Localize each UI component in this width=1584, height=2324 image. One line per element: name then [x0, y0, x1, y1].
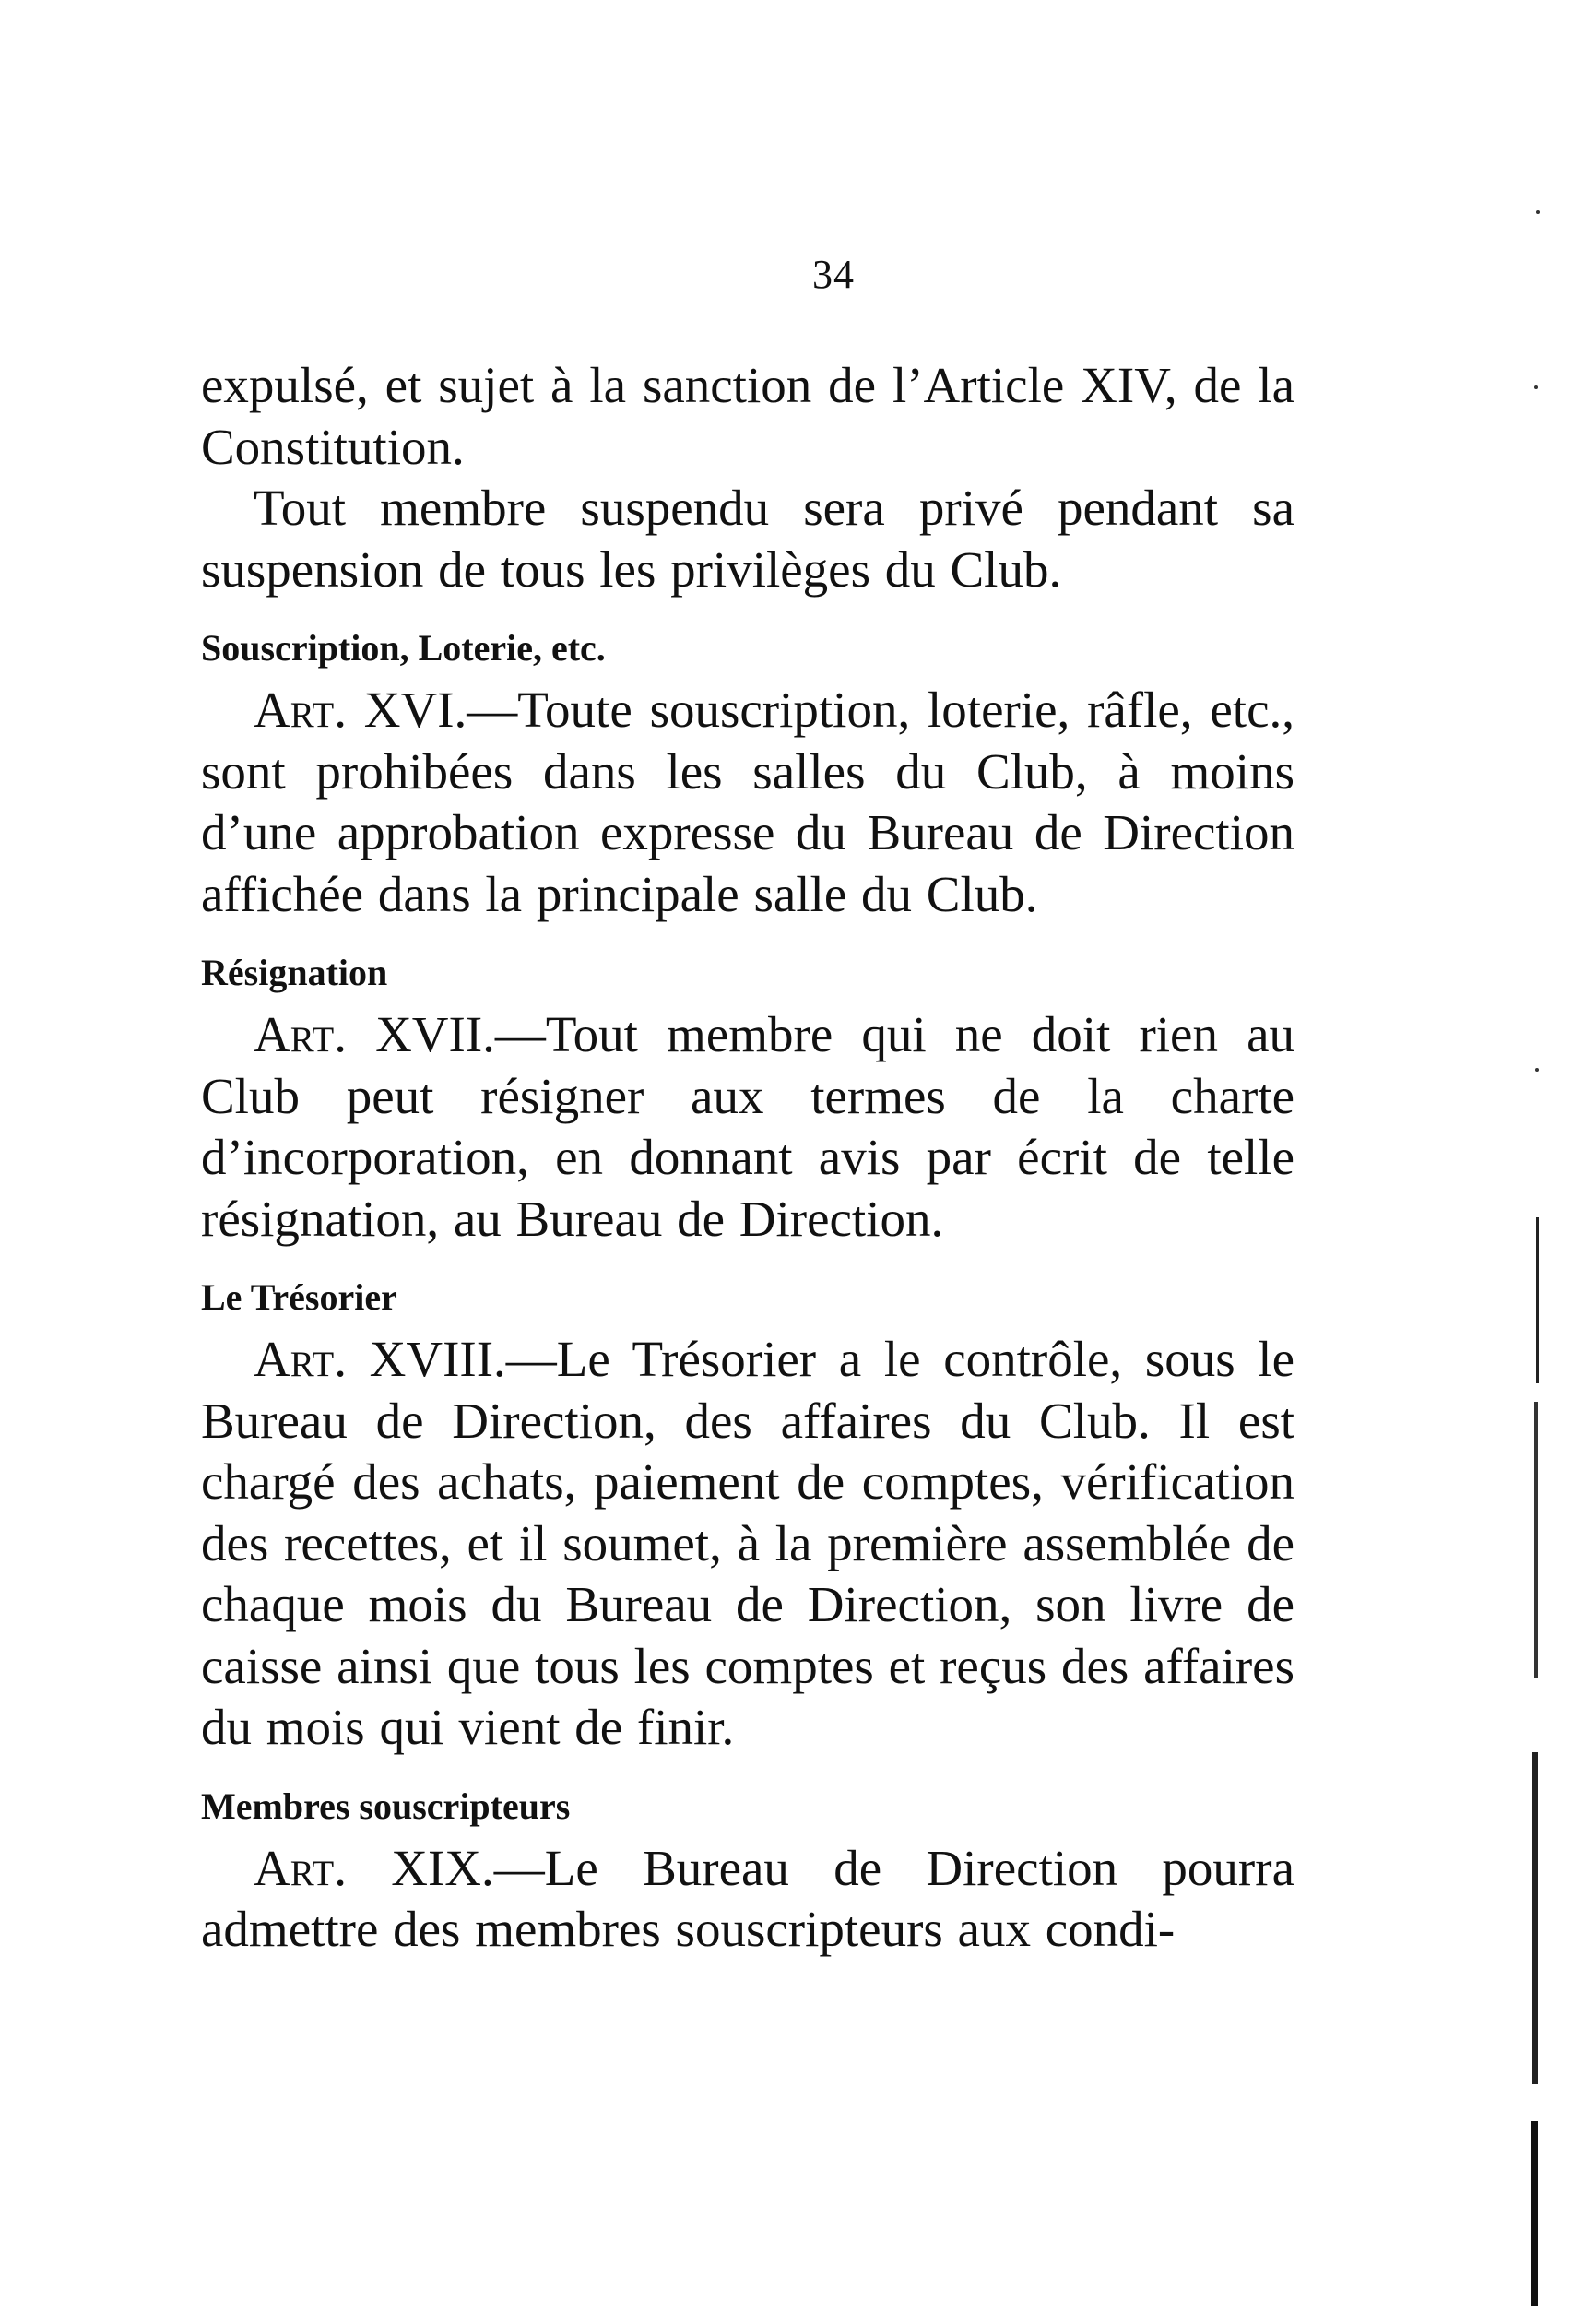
article-xvi [201, 680, 1294, 925]
article-number: XIX. [346, 1839, 494, 1896]
article-xvii [201, 1004, 1294, 1250]
article-number: XVII. [346, 1006, 495, 1062]
article-label: Art. [254, 1839, 347, 1896]
article-label: Art. [254, 682, 347, 738]
paragraph-suspension: Tout membre suspendu sera privé pendant sa suspension de tous les privilèges du Club. [201, 480, 1294, 598]
article-xviii [201, 1329, 1294, 1759]
paragraph-continuation: expulsé, et sujet à la sanction de l’Article XIV, de la Constitution. [201, 357, 1294, 475]
article-label: Art. [254, 1331, 347, 1387]
article-text: —Le Bureau de Direction pourra admettre des membres souscripteurs aux condi- [201, 1839, 1294, 1957]
article-label: Art. [254, 1006, 347, 1062]
page-number: 34 [812, 252, 855, 297]
heading-tresorier: Le Trésorier [201, 1276, 397, 1318]
heading-souscription: Souscription, Loterie, etc. [201, 627, 606, 669]
article-text: —Toute souscription, loterie, râfle, etc., sont prohibées dans les salles du Club, à moins d’une approbation expresse du Bureau de Direction affichée dans la principale salle du Club. [201, 682, 1294, 922]
article-number: XVI. [346, 682, 467, 738]
article-xix [201, 1838, 1294, 1961]
article-number: XVIII. [346, 1331, 506, 1387]
page-body [201, 355, 1294, 1961]
heading-resignation: Résignation [201, 952, 388, 993]
article-text: —Tout membre qui ne doit rien au Club peut résigner aux termes de la charte d’incorporation, en donnant avis par écrit de telle résignation, au Bureau de Direction. [201, 1006, 1294, 1247]
article-text: —Le Trésorier a le contrôle, sous le Bureau de Direction, des affaires du Club. Il est chargé des achats, paiement de comptes, vérification des recettes, et il soumet, à la première assemblée de chaque mois du Bureau de Direction, son livre de caisse ainsi que tous les comptes et reçus des affaires du mois qui vient de finir. [201, 1331, 1294, 1755]
scan-edge-marks [1529, 0, 1584, 2324]
heading-membres-souscripteurs: Membres souscripteurs [201, 1784, 571, 1827]
